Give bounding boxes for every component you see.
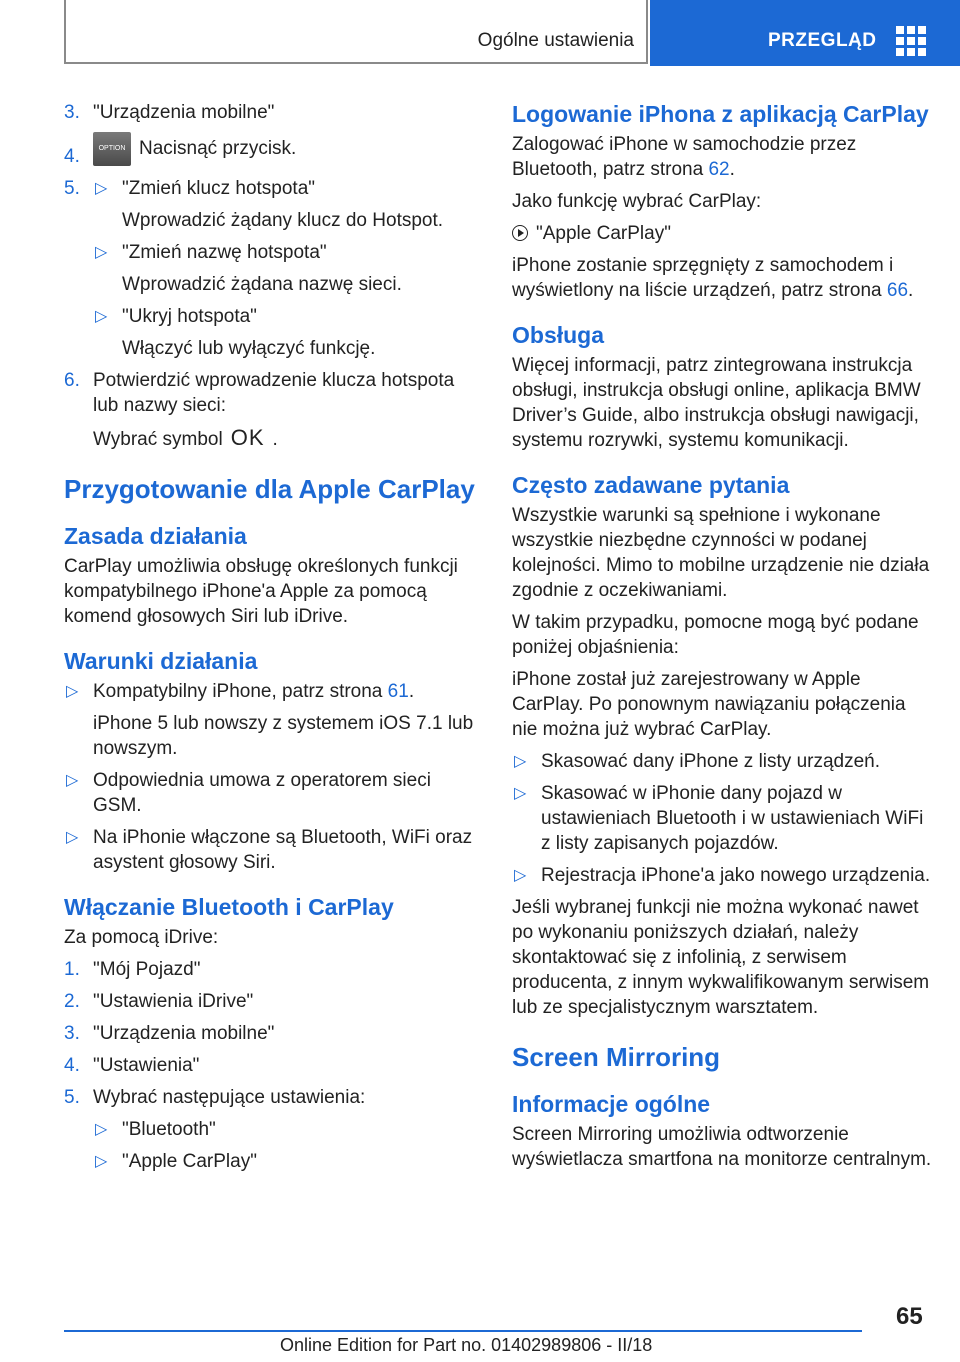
paragraph: Wszystkie warunki są spełnione i wykonane wszystkie niezbędne czynności w podanej kolejności. Mimo to mobilne urządzenie nie działa zgodnie z oczekiwaniami. [512, 505, 930, 601]
paragraph: Screen Mirroring umożliwia odtworzenie wyświetlacza smartfona na monitorze centralnym. [512, 1124, 932, 1170]
list-item: ▷ Na iPhonie włączone są Bluetooth, WiFi oraz asystent głosowy Siri. [66, 827, 473, 873]
subsection-heading: Warunki działania [64, 648, 258, 674]
edition-info: Online Edition for Part no. 01402989806 - II/18 [280, 1335, 653, 1355]
list-item: ▷ "Apple CarPlay" [95, 1151, 257, 1172]
triangle-bullet-icon: ▷ [95, 1153, 108, 1170]
list-item: ▷ Rejestracja iPhone'a jako nowego urządzenia. [514, 865, 931, 886]
subsection-heading: Informacje ogólne [512, 1091, 711, 1117]
list-item: 2. "Ustawienia iDrive" [64, 991, 254, 1012]
header-section-box [64, 0, 648, 64]
paragraph: Jako funkcję wybrać CarPlay: [512, 191, 762, 212]
overview-nav-label: PRZEGLĄD [768, 30, 877, 51]
paragraph: Jeśli wybranej funkcji nie można wykonać nawet po wykonaniu poniższych działań, należy skontaktować się z infolinią, z serwisem producenta, z innym wykwalifikowanym serwisem lub ze specjalistycznym warsztatem. [512, 897, 930, 1018]
list-item: ▷ Skasować dany iPhone z listy urządzeń. [514, 751, 881, 772]
left-column [64, 100, 484, 1181]
triangle-bullet-icon: ▷ [95, 308, 108, 325]
paragraph: Więcej informacji, patrz zintegrowana instrukcja obsługi, instrukcja obsługi online, aplikacja BMW Driver’s Guide, albo instrukcja obsługi nawigacji, systemu rozrywki, systemu komunikacji. [512, 355, 921, 451]
page-link[interactable]: 62 [708, 159, 730, 180]
list-item: 4. OPTION Nacisnąć przycisk. [64, 132, 484, 166]
triangle-bullet-icon: ▷ [514, 753, 527, 770]
subsection-heading: Logowanie iPhona z aplikacją CarPlay [512, 101, 929, 127]
paragraph: iPhone zostanie sprzęgnięty z samochodem i wyświetlony na liście urządzeń, patrz strona 66. [512, 255, 914, 301]
step-note: iPhone 5 lub nowszy z systemem iOS 7.1 lub nowszym. [93, 713, 474, 759]
triangle-bullet-icon: ▷ [66, 772, 79, 789]
ok-symbol-icon: OK [230, 425, 265, 450]
subsection-heading: Obsługa [512, 322, 605, 348]
triangle-bullet-icon: ▷ [66, 829, 79, 846]
step-note: Wprowadzić żądany klucz do Hotspot. [122, 210, 444, 231]
list-item: 1. "Mój Pojazd" [64, 959, 201, 980]
list-item: ▷ "Bluetooth" [95, 1119, 216, 1140]
list-item: ▷ Skasować w iPhonie dany pojazd w ustawieniach Bluetooth i w ustawieniach WiFi z listy zapisanych pojazdów. [514, 783, 924, 854]
overview-nav-button[interactable] [650, 0, 960, 66]
step-note: Wybrać symbol OK . [93, 425, 278, 450]
step-note: Wprowadzić żądana nazwę sieci. [122, 274, 402, 295]
list-item: 3. "Urządzenia mobilne" [64, 1023, 275, 1044]
list-item: ▷ Odpowiednia umowa z operatorem sieci GSM. [66, 770, 431, 816]
paragraph: iPhone został już zarejestrowany w Apple CarPlay. Po ponownym nawiązaniu połączenia nie można już wybrać CarPlay. [512, 669, 906, 740]
list-item: 5. Wybrać następujące ustawienia: [64, 1087, 366, 1108]
triangle-bullet-icon: ▷ [514, 785, 527, 802]
triangle-bullet-icon: ▷ [95, 1121, 108, 1138]
list-item: 4. "Ustawienia" [64, 1055, 200, 1076]
paragraph: W takim przypadku, pomocne mogą być podane poniżej objaśnienia: [512, 612, 919, 658]
option-button-icon: OPTION [93, 132, 131, 166]
page-link[interactable]: 61 [387, 681, 409, 702]
page-link[interactable]: 66 [886, 280, 909, 301]
paragraph: CarPlay umożliwia obsługę określonych funkcji kompatybilnego iPhone'a Apple za pomocą komend głosowych Siri lub iDrive. [64, 556, 458, 627]
list-item: ▷ Kompatybilny iPhone, patrz strona 61. [66, 681, 415, 702]
subsection-heading: Zasada działania [64, 523, 247, 549]
subsection-heading: Włączanie Bluetooth i CarPlay [64, 894, 394, 920]
list-item: 6. Potwierdzić wprowadzenie klucza hotspota lub nazwy sieci: [64, 370, 455, 416]
triangle-bullet-icon: ▷ [95, 180, 108, 197]
paragraph: Za pomocą iDrive: [64, 927, 219, 948]
triangle-bullet-icon: ▷ [514, 867, 527, 884]
list-item: ▷ "Zmień nazwę hotspota" [95, 242, 327, 263]
triangle-bullet-icon: ▷ [95, 244, 108, 261]
list-item: 3. "Urządzenia mobilne" [64, 102, 275, 123]
menu-path: "Apple CarPlay" [512, 221, 932, 246]
page-number: 65 [896, 1303, 923, 1330]
subsection-heading: Często zadawane pytania [512, 472, 790, 498]
footer-divider [64, 1330, 862, 1332]
paragraph: Zalogować iPhone w samochodzie przez Bluetooth, patrz strona 62. [512, 134, 857, 180]
list-item: ▷ "Ukryj hotspota" [95, 306, 257, 327]
step-note: Włączyć lub wyłączyć funkcję. [122, 338, 376, 359]
play-circle-icon [512, 225, 528, 241]
section-heading: Przygotowanie dla Apple CarPlay [64, 474, 475, 504]
list-item: 5. ▷ "Zmień klucz hotspota" [64, 178, 316, 199]
triangle-bullet-icon: ▷ [66, 683, 79, 700]
section-heading: Screen Mirroring [512, 1042, 721, 1072]
header-section-title: Ogólne ustawienia [477, 30, 634, 51]
grid-icon [896, 26, 926, 56]
right-column [512, 100, 932, 1179]
